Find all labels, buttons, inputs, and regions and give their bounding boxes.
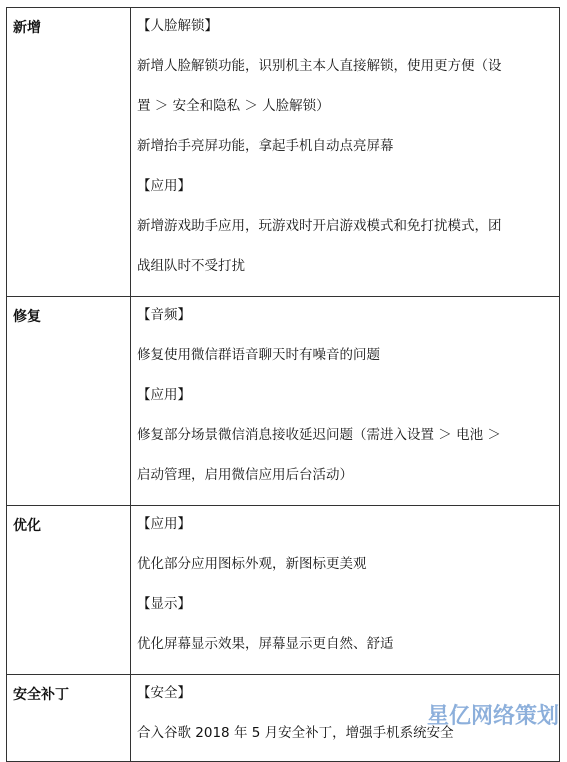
content-line: 优化部分应用图标外观，新图标更美观 xyxy=(137,556,367,572)
content-line: 修复部分场景微信消息接收延迟问题（需进入设置 ＞ 电池 ＞ xyxy=(137,427,501,443)
content-cell xyxy=(131,8,560,297)
content-cell xyxy=(131,675,560,762)
section-heading: 【安全】 xyxy=(137,685,191,701)
section-row-new xyxy=(7,8,560,297)
section-heading: 【音频】 xyxy=(137,307,191,323)
content-line: 新增人脸解锁功能，识别机主本人直接解锁，使用更方便（设 xyxy=(137,58,502,74)
section-heading: 【应用】 xyxy=(137,178,191,194)
content-cell xyxy=(131,297,560,506)
section-heading: 【显示】 xyxy=(137,596,191,612)
section-heading: 【应用】 xyxy=(137,387,191,403)
category-label: 安全补丁 xyxy=(13,687,69,703)
content-line: 战组队时不受打扰 xyxy=(137,258,245,274)
category-cell xyxy=(7,8,131,297)
section-row-optimize xyxy=(7,506,560,675)
section-row-fix xyxy=(7,297,560,506)
category-cell xyxy=(7,297,131,506)
category-cell xyxy=(7,506,131,675)
content-line: 新增抬手亮屏功能，拿起手机自动点亮屏幕 xyxy=(137,138,394,154)
content-line: 置 ＞ 安全和隐私 ＞ 人脸解锁） xyxy=(137,98,330,114)
changelog-table xyxy=(6,7,560,762)
category-label: 修复 xyxy=(13,309,41,325)
content-line: 启动管理，启用微信应用后台活动） xyxy=(137,467,353,483)
content-line: 合入谷歌 2018 年 5 月安全补丁，增强手机系统安全 xyxy=(137,725,454,741)
category-label: 优化 xyxy=(13,518,41,534)
section-row-security-patch xyxy=(7,675,560,762)
content-cell xyxy=(131,506,560,675)
content-line: 新增游戏助手应用，玩游戏时开启游戏模式和免打扰模式，团 xyxy=(137,218,502,234)
category-label: 新增 xyxy=(13,20,41,36)
section-heading: 【应用】 xyxy=(137,516,191,532)
section-heading: 【人脸解锁】 xyxy=(137,18,218,34)
category-cell xyxy=(7,675,131,762)
content-line: 修复使用微信群语音聊天时有噪音的问题 xyxy=(137,347,380,363)
watermark-logo: 星亿网络策划 xyxy=(426,704,559,729)
content-line: 优化屏幕显示效果，屏幕显示更自然、舒适 xyxy=(137,636,394,652)
